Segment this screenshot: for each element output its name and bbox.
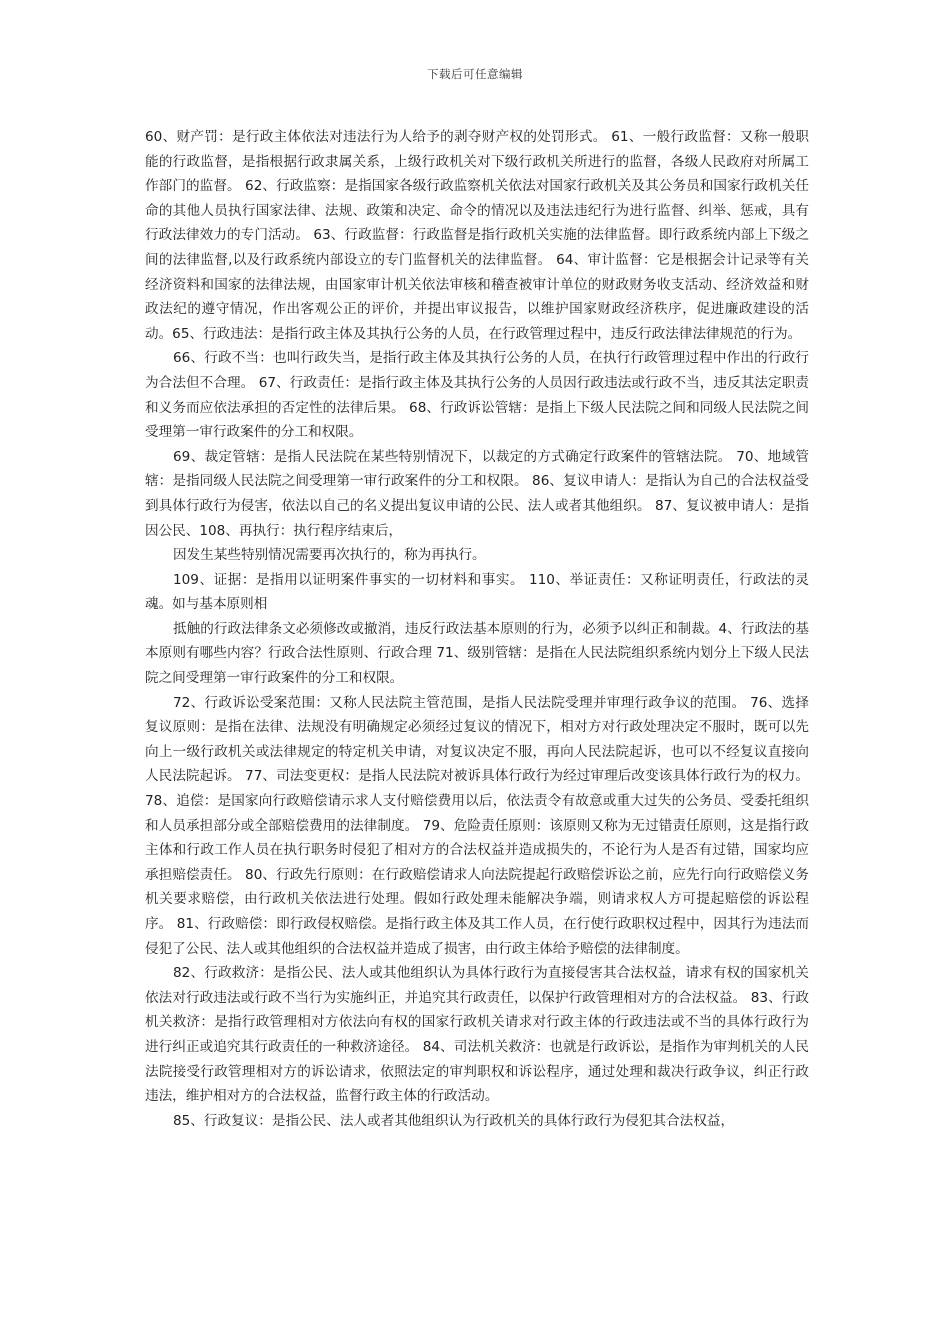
paragraph-9: 85、行政复议：是指公民、法人或者其他组织认为行政机关的具体行政行为侵犯其合法权益， — [173, 1112, 735, 1129]
paragraph-6: 抵触的行政法律条文必须修改或撤消，违反行政法基本原则的行为，必须予以纠正和制裁。4、行政法的基本原则有哪些内容？行政合法性原则、行政合理 71、级别管辖：是指在人民法院组织系统内划分上下级人民法院之间受理第一审行政案件的分工和权限。 — [145, 620, 809, 687]
paragraph-2: 66、行政不当：也叫行政失当，是指行政主体及其执行公务的人员，在执行行政管理过程中作出的行政行为合法但不合理。 67、行政责任：是指行政主体及其执行公务的人员因行政违法或行政不当，违反其法定职责和义务而应依法承担的否定性的法律后果。 68、行政诉讼管辖：是指上下级人民法院之间和同级人民法院之间受理第一审行政案件的分工和权限。 — [145, 350, 809, 441]
paragraph-8: 82、行政救济：是指公民、法人或其他组织认为具体行政行为直接侵害其合法权益，请求有权的国家机关依法对行政违法或行政不当行为实施纠正，并追究其行政责任，以保护行政管理相对方的合法权益。 83、行政机关救济：是指行政管理相对方依法向有权的国家行政机关请求对行政主体的行政违法或不当的具体行政行为进行纠正或追究其行政责任的一种救济途径。 84、司法机关救济：也就是行政诉讼，是指作为审判机关的人民法院接受行政管理相对方的诉讼请求，依照法定的审判职权和诉讼程序，通过处理和裁决行政争议，纠正行政违法，维护相对方的合法权益，监督行政主体的行政活动。 — [145, 965, 809, 1105]
paragraph-1: 60、财产罚：是行政主体依法对违法行为人给予的剥夺财产权的处罚形式。 61、一般行政监督：又称一般职能的行政监督，是指根据行政隶属关系，上级行政机关对下级行政机关所进行的监督，各级人民政府对所属工作部门的监督。 62、行政监察：是指国家各级行政监察机关依法对国家行政机关及其公务员和国家行政机关任命的其他人员执行国家法律、法规、政策和决定、命令的情况以及违法违纪行为进行监督、纠举、惩戒，具有行政法律效力的专门活动。 63、行政监督：行政监督是指行政机关实施的法律监督。即行政系统内部上下级之间的法律监督,以及行政系统内部设立的专门监督机关的法律监督。 64、审计监督：它是根据会计记录等有关经济资料和国家的法律法规，由国家审计机关依法审核和稽查被审计单位的财政财务收支活动、经济效益和财政法纪的遵守情况，作出客观公正的评价，并提出审议报告，以维护国家财政经济秩序，促进廉政建设的活动。65、行政违法：是指行政主体及其执行公务的人员，在行政管理过程中，违反行政法律法律规范的行为。 — [145, 129, 809, 342]
paragraph-3: 69、裁定管辖：是指人民法院在某些特别情况下，以裁定的方式确定行政案件的管辖法院。 70、地域管辖：是指同级人民法院之间受理第一审行政案件的分工和权限。 86、复议申请人：是指认为自己的合法权益受到具体行政行为侵害，依法以自己的名义提出复议申请的公民、法人或者其他组织。 87、复议被申请人：是指因公民、108、再执行：执行程序结束后， — [145, 448, 809, 539]
paragraph-5: 109、证据：是指用以证明案件事实的一切材料和事实。 110、举证责任：又称证明责任，行政法的灵魂。如与基本原则相 — [145, 571, 809, 613]
paragraph-4: 因发生某些特别情况需要再次执行的，称为再执行。 — [173, 547, 486, 564]
page-header: 下载后可任意编辑 — [427, 67, 523, 81]
document-body — [145, 125, 809, 1133]
paragraph-7: 72、行政诉讼受案范围：又称人民法院主管范围，是指人民法院受理并审理行政争议的范围。 76、选择复议原则：是指在法律、法规没有明确规定必须经过复议的情况下，相对方对行政处理决定不服时，既可以先向上一级行政机关或法律规定的特定机关申请，对复议决定不服，再向人民法院起诉，也可以不经复议直接向人民法院起诉。 77、司法变更权：是指人民法院对被诉具体行政行为经过审理后改变该具体行政行为的权力。 78、追偿：是国家向行政赔偿请示求人支付赔偿费用以后，依法责令有故意或重大过失的公务员、受委托组织和人员承担部分或全部赔偿费用的法律制度。 79、危险责任原则：该原则又称为无过错责任原则，这是指行政主体和行政工作人员在执行职务时侵犯了相对方的合法权益并造成损失的，不论行为人是否有过错，国家均应承担赔偿责任。 80、行政先行原则：在行政赔偿请求人向法院提起行政赔偿诉讼之前，应先行向行政赔偿义务机关要求赔偿，由行政机关依法进行处理。假如行政处理未能解决争端，则请求权人方可提起赔偿的诉讼程序。 81、行政赔偿：即行政侵权赔偿。是指行政主体及其工作人员，在行使行政职权过程中，因其行为违法而侵犯了公民、法人或其他组织的合法权益并造成了损害，由行政主体给予赔偿的法律制度。 — [145, 694, 809, 957]
